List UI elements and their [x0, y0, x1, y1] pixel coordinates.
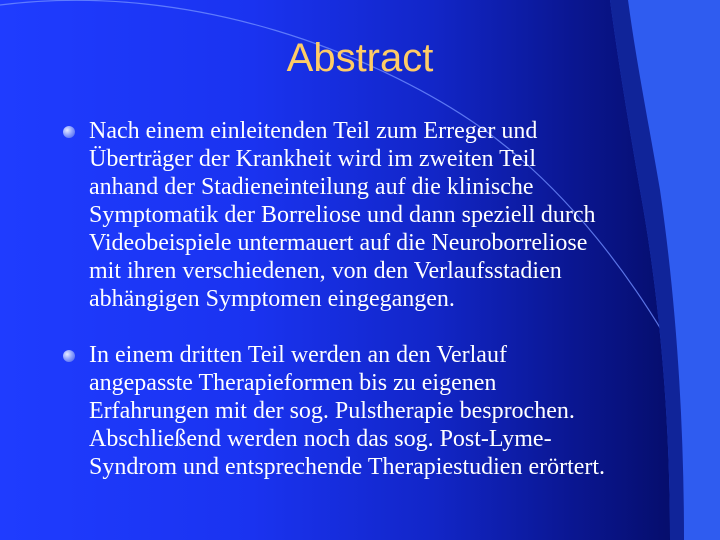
bullet-text [89, 341, 702, 481]
bullet-line: Abschließend werden noch das sog. Post-Lyme- [89, 426, 552, 452]
bullet-line: mit ihren verschiedenen, von den Verlaufsstadien [89, 258, 562, 284]
bullet-line: angepasste Therapieformen bis zu eigenen [89, 370, 497, 396]
slide-title: Abstract [286, 36, 434, 80]
bullet-line: Syndrom und entsprechende Therapiestudien erörtert. [89, 454, 606, 480]
bullet-list [62, 117, 702, 509]
bullet-line: Symptomatik der Borreliose und dann speziell durch [89, 202, 596, 228]
bullet-item [62, 341, 702, 481]
bullet-dot-icon [63, 126, 75, 138]
bullet-line: Nach einem einleitenden Teil zum Erreger und [89, 118, 538, 144]
bullet-line: Überträger der Krankheit wird im zweiten Teil [89, 146, 537, 172]
bullet-line: Videobeispiele untermauert auf die Neuroborreliose [89, 230, 588, 256]
bullet-line: abhängigen Symptomen eingegangen. [89, 286, 455, 312]
bullet-text [89, 117, 702, 313]
bullet-dot-icon [63, 350, 75, 362]
bullet-line: anhand der Stadieneinteilung auf die klinische [89, 174, 534, 200]
bullet-line: Erfahrungen mit der sog. Pulstherapie besprochen. [89, 398, 575, 424]
bullet-line: In einem dritten Teil werden an den Verlauf [89, 342, 507, 368]
bullet-item [62, 117, 702, 313]
